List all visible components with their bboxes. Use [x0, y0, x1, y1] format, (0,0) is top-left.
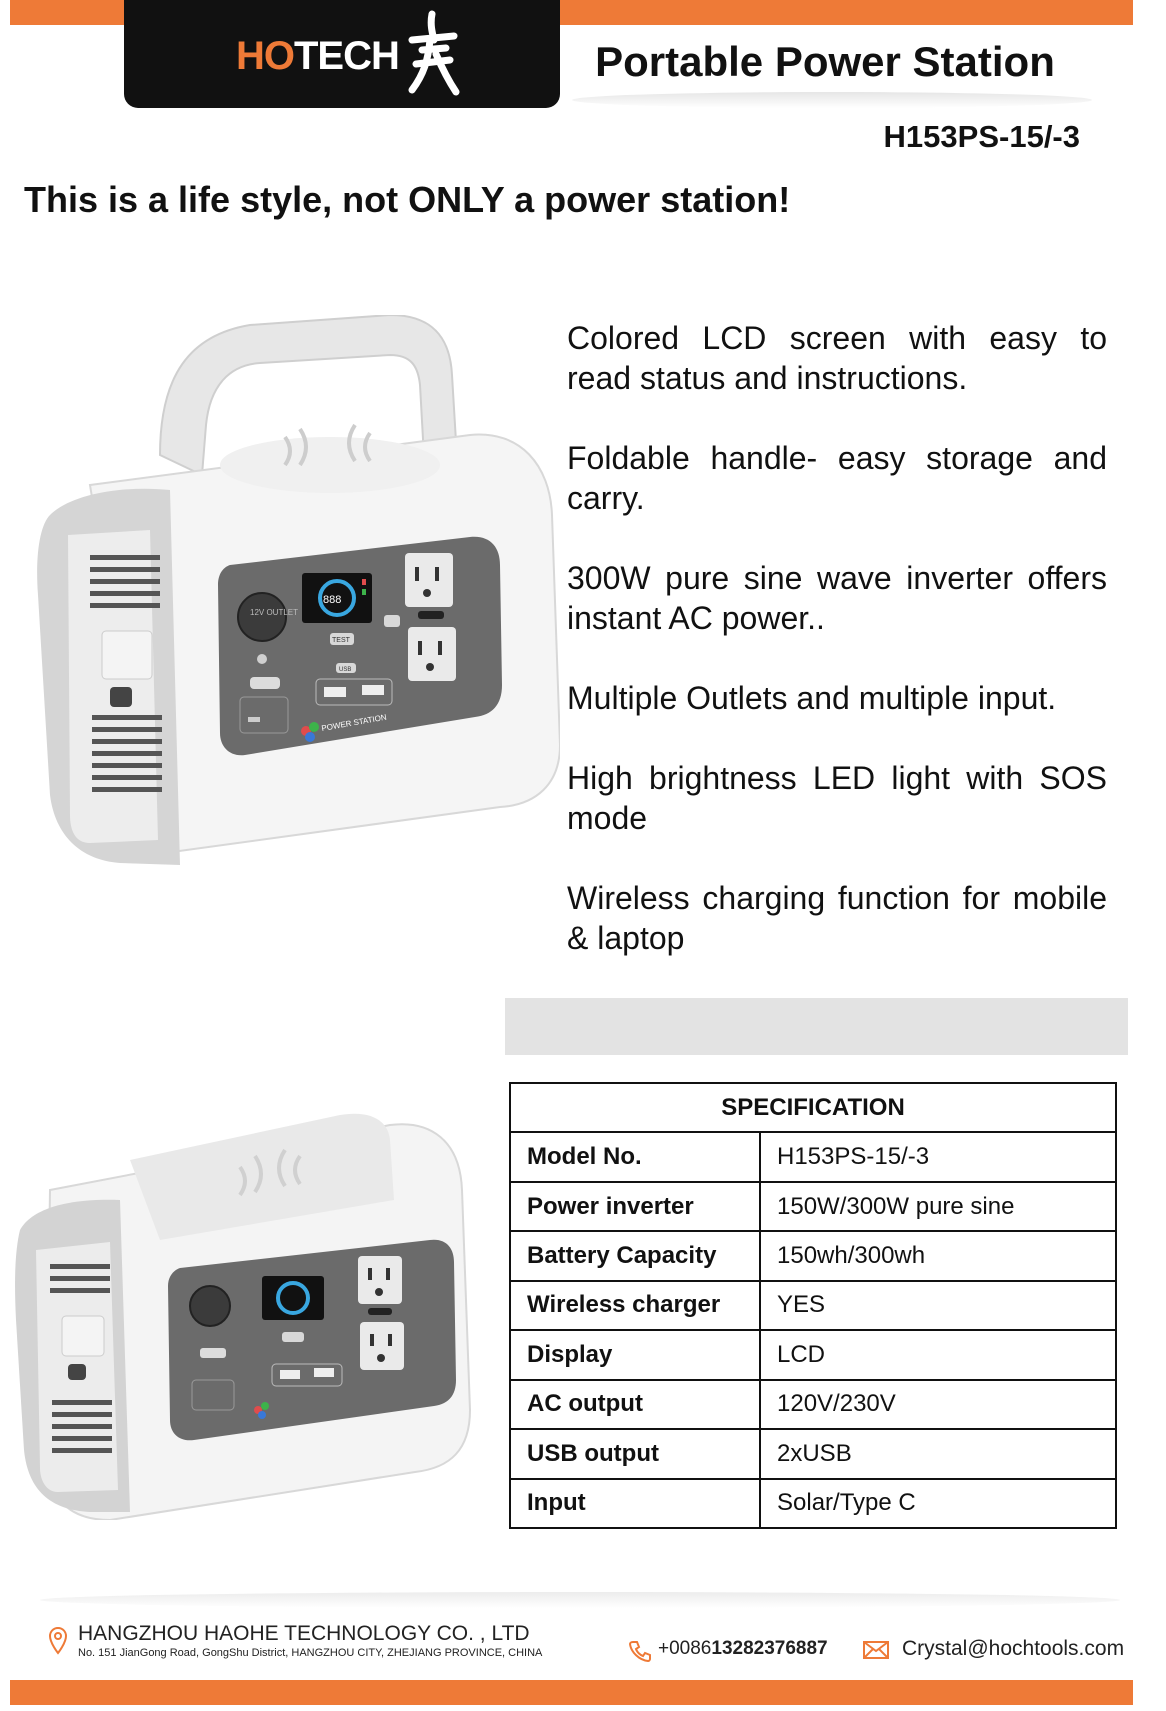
specification-table — [509, 1082, 1117, 1529]
dc-outlet-label: 12V OUTLET — [250, 608, 299, 617]
company-name: HANGZHOU HAOHE TECHNOLOGY CO. , LTD — [78, 1622, 530, 1645]
table-row — [510, 1231, 1116, 1280]
footer-divider-shadow — [40, 1592, 1120, 1608]
spec-label: AC output — [510, 1380, 760, 1429]
spec-label: Model No. — [510, 1132, 760, 1181]
power-station-front-image — [30, 315, 560, 905]
slogan: This is a life style, not ONLY a power station! — [24, 179, 791, 220]
usb-label: USB — [339, 667, 352, 673]
feature-item: High brightness LED light with SOS mode — [567, 760, 1107, 836]
spec-label: Power inverter — [510, 1182, 760, 1231]
spec-label: Battery Capacity — [510, 1231, 760, 1280]
table-row — [510, 1429, 1116, 1478]
feature-list — [567, 318, 1107, 998]
table-row — [510, 1132, 1116, 1181]
brush-character-icon — [402, 10, 462, 96]
bottom-accent-bar — [10, 1680, 1133, 1705]
spec-value: 120V/230V — [760, 1380, 1116, 1429]
lcd-readout: 888 — [323, 594, 342, 606]
spec-value: 2xUSB — [760, 1429, 1116, 1478]
spec-label: Input — [510, 1479, 760, 1529]
location-pin-icon — [48, 1626, 68, 1656]
model-number: H153PS-15/-3 — [883, 119, 1080, 154]
phone-number[interactable]: +008613282376887 — [658, 1638, 828, 1659]
feature-item: 300W pure sine wave inverter offers instant AC power.. — [567, 560, 1107, 636]
page-title: Portable Power Station — [595, 38, 1055, 85]
spec-heading: SPECIFICATION — [510, 1083, 1116, 1132]
feature-item: Multiple Outlets and multiple input. — [567, 680, 1057, 716]
table-row — [510, 1330, 1116, 1379]
spec-value: YES — [760, 1281, 1116, 1330]
spec-label: Display — [510, 1330, 760, 1379]
panel-brand-label: POWER STATION — [320, 712, 388, 733]
spec-header-row — [510, 1083, 1116, 1132]
spec-value: 150wh/300wh — [760, 1231, 1116, 1280]
feature-item: Wireless charging function for mobile & laptop — [567, 880, 1107, 956]
spec-label: Wireless charger — [510, 1281, 760, 1330]
spec-value: LCD — [760, 1330, 1116, 1379]
feature-item: Foldable handle- easy storage and carry. — [567, 440, 1107, 516]
logo-wordmark: HOTECH — [236, 34, 399, 78]
spec-value: Solar/Type C — [760, 1479, 1116, 1529]
spec-label: USB output — [510, 1429, 760, 1478]
table-row — [510, 1479, 1116, 1529]
feature-item: Colored LCD screen with easy to read status and instructions. — [567, 320, 1107, 396]
phone-icon — [628, 1640, 652, 1662]
brand-logo — [124, 0, 560, 108]
company-address: No. 151 JianGong Road, GongShu District, HANGZHOU CITY, ZHEJIANG PROVINCE, CHINA — [78, 1647, 543, 1659]
spec-value: 150W/300W pure sine — [760, 1182, 1116, 1231]
test-button-label: TEST — [332, 637, 350, 644]
section-divider-band — [505, 998, 1128, 1055]
spec-value: H153PS-15/-3 — [760, 1132, 1116, 1181]
email-address[interactable]: Crystal@hochtools.com — [902, 1637, 1125, 1660]
table-row — [510, 1380, 1116, 1429]
table-row — [510, 1182, 1116, 1231]
title-underline-shadow — [572, 92, 1092, 108]
mail-icon — [862, 1640, 890, 1660]
power-station-angle-image — [10, 1080, 490, 1520]
table-row — [510, 1281, 1116, 1330]
